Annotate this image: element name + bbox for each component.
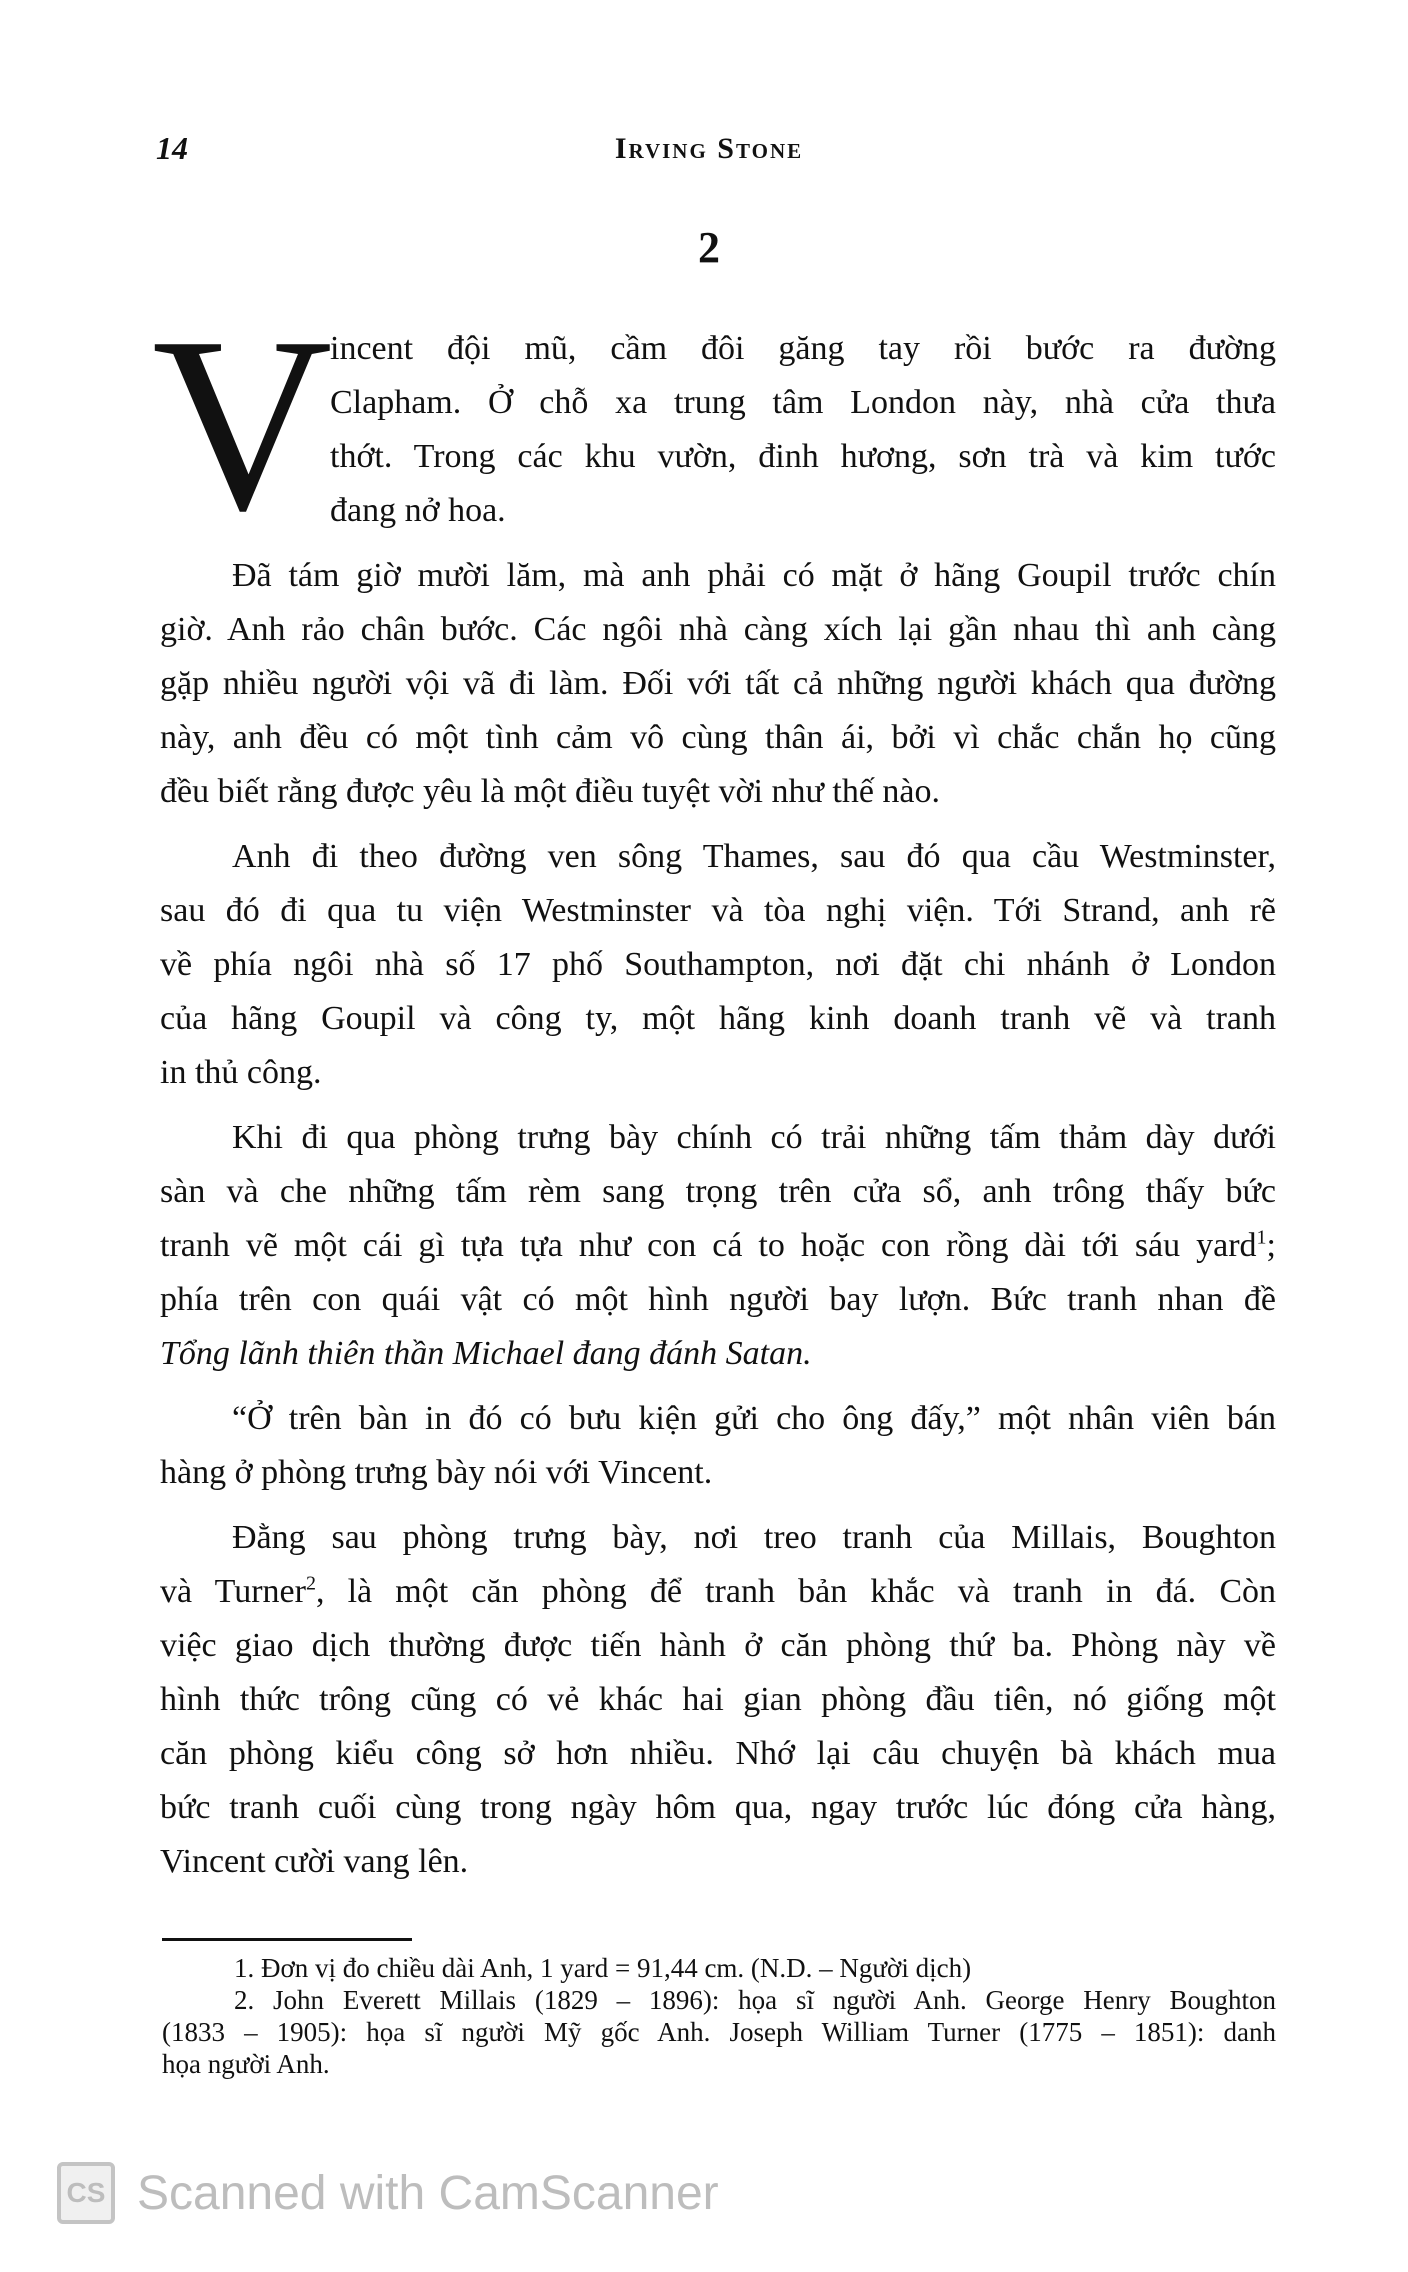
text-line: Anh đi theo đường ven sông Thames, sau đó qua cầu Westminster, xyxy=(232,838,1276,875)
footnotes xyxy=(162,1952,1276,2080)
text-line: Đã tám giờ mười lăm, mà anh phải có mặt ở hãng Goupil trước chín xyxy=(232,557,1276,594)
text-line: căn phòng kiểu công sở hơn nhiều. Nhớ lại câu chuyện bà khách mua xyxy=(160,1735,1276,1772)
text-line: giờ. Anh rảo chân bước. Các ngôi nhà càng xích lại gần nhau thì anh càng xyxy=(160,611,1276,648)
body-text xyxy=(160,322,1276,1900)
text-line: phía trên con quái vật có một hình người bay lượn. Bức tranh nhan đề xyxy=(160,1281,1276,1318)
text-line: “Ở trên bàn in đó có bưu kiện gửi cho ông đấy,” một nhân viên bán xyxy=(232,1400,1276,1437)
watermark-text: Scanned with CamScanner xyxy=(137,2166,719,2220)
text-line xyxy=(160,1219,1276,1273)
paragraph-1 xyxy=(160,322,1276,538)
text-segment: ; xyxy=(1266,1227,1276,1264)
running-head: Irving Stone xyxy=(614,132,804,165)
paragraph-4 xyxy=(160,1111,1276,1381)
text-line: bức tranh cuối cùng trong ngày hôm qua, ngay trước lúc đóng cửa hàng, xyxy=(160,1789,1276,1826)
paragraph-3 xyxy=(160,830,1276,1100)
text-line: gặp nhiều người vội vã đi làm. Đối với tất cả những người khách qua đường xyxy=(160,665,1276,702)
footnote-2-line: (1833 – 1905): họa sĩ người Mỹ gốc Anh. Joseph William Turner (1775 – 1851): danh xyxy=(162,2017,1276,2047)
text-line xyxy=(160,1565,1276,1619)
paragraph-2 xyxy=(160,549,1276,819)
text-line: hàng ở phòng trưng bày nói với Vincent. xyxy=(160,1454,713,1491)
chapter-number: 2 xyxy=(698,223,720,272)
footnote-ref-2[interactable]: 2 xyxy=(305,1572,316,1595)
paragraph-6 xyxy=(160,1511,1276,1889)
text-line: in thủ công. xyxy=(160,1054,322,1091)
text-line: sau đó đi qua tu viện Westminster và tòa nghị viện. Tới Strand, anh rẽ xyxy=(160,892,1276,929)
page-number: 14 xyxy=(156,130,188,166)
text-line: Khi đi qua phòng trưng bày chính có trải những tấm thảm dày dưới xyxy=(232,1119,1276,1156)
text-segment: và Turner xyxy=(160,1573,306,1610)
text-line: về phía ngôi nhà số 17 phố Southampton, nơi đặt chi nhánh ở London xyxy=(160,946,1276,983)
footnote-2-line: họa người Anh. xyxy=(162,2049,330,2079)
text-line: thớt. Trong các khu vườn, đinh hương, sơn trà và kim tước xyxy=(330,438,1276,475)
text-line: Đằng sau phòng trưng bày, nơi treo tranh của Millais, Boughton xyxy=(232,1519,1276,1556)
paragraph-5 xyxy=(160,1392,1276,1500)
footnote-2-line: 2. John Everett Millais (1829 – 1896): họa sĩ người Anh. George Henry Boughton xyxy=(234,1985,1276,2015)
footnote-ref-1[interactable]: 1 xyxy=(1256,1226,1267,1249)
camscanner-logo-icon: CS xyxy=(57,2162,115,2224)
text-line: sàn và che những tấm rèm sang trọng trên cửa sổ, anh trông thấy bức xyxy=(160,1173,1276,1210)
text-segment: tranh vẽ một cái gì tựa tựa như con cá to hoặc con rồng dài tới sáu yard xyxy=(160,1227,1257,1264)
camscanner-watermark xyxy=(57,2162,719,2224)
text-line: đang nở hoa. xyxy=(330,492,506,529)
text-line: Clapham. Ở chỗ xa trung tâm London này, nhà cửa thưa xyxy=(330,384,1276,421)
text-line: incent đội mũ, cầm đôi găng tay rồi bước ra đường xyxy=(330,330,1276,367)
text-line: hình thức trông cũng có vẻ khác hai gian phòng đầu tiên, nó giống một xyxy=(160,1681,1276,1718)
text-line: của hãng Goupil và công ty, một hãng kinh doanh tranh vẽ và tranh xyxy=(160,1000,1276,1037)
text-line: đều biết rằng được yêu là một điều tuyệt vời như thế nào. xyxy=(160,773,941,810)
text-segment: , là một căn phòng để tranh bản khắc và tranh in đá. Còn xyxy=(315,1573,1276,1610)
text-line: Vincent cười vang lên. xyxy=(160,1843,469,1880)
footnote-1: 1. Đơn vị đo chiều dài Anh, 1 yard = 91,44 cm. (N.D. – Người dịch) xyxy=(234,1953,972,1983)
drop-cap: V xyxy=(152,286,333,563)
painting-title: Tổng lãnh thiên thần Michael đang đánh Satan. xyxy=(160,1335,812,1372)
footnote-divider xyxy=(162,1938,412,1941)
text-line: việc giao dịch thường được tiến hành ở căn phòng thứ ba. Phòng này về xyxy=(160,1627,1276,1664)
text-line: này, anh đều có một tình cảm vô cùng thân ái, bởi vì chắc chắn họ cũng xyxy=(160,719,1276,756)
